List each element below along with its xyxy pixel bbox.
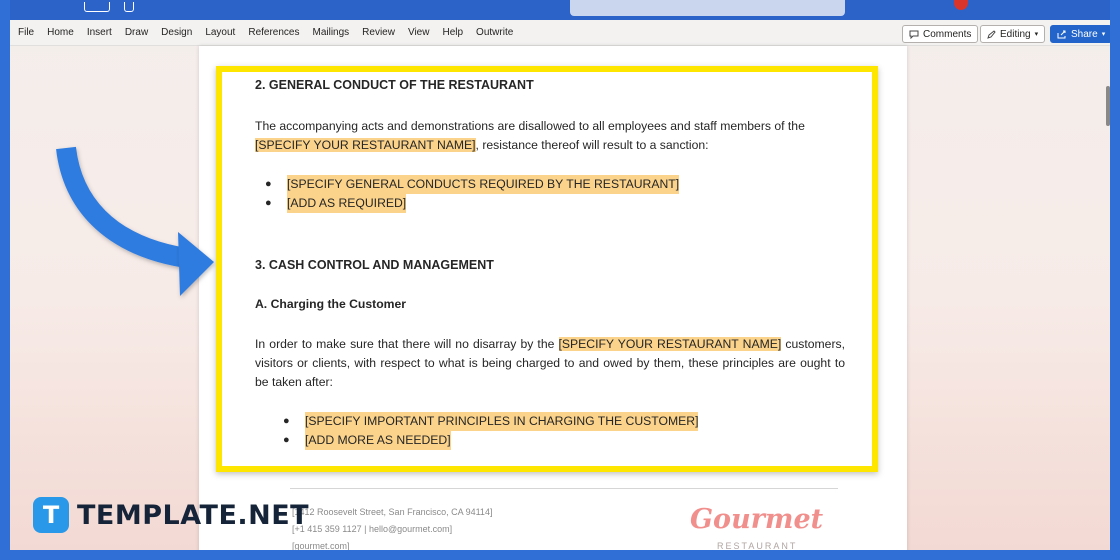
tab-mailings[interactable]: Mailings [312, 27, 350, 38]
editing-label: Editing [1000, 28, 1031, 40]
save-icon[interactable] [84, 2, 110, 12]
restaurant-name-placeholder[interactable]: [SPECIFY YOUR RESTAURANT NAME] [558, 337, 782, 351]
undo-icon[interactable] [124, 2, 134, 12]
comments-button[interactable] [902, 25, 978, 43]
tab-design[interactable]: Design [161, 27, 193, 38]
pencil-icon [987, 30, 996, 39]
tab-review[interactable]: Review [362, 27, 395, 38]
template-logo-icon: T [33, 497, 69, 533]
list-item [265, 175, 679, 194]
principles-placeholder[interactable]: [SPECIFY IMPORTANT PRINCIPLES IN CHARGING THE CUSTOMER] [305, 412, 698, 431]
vertical-scrollbar[interactable] [1106, 86, 1110, 126]
ribbon-menu-bar [10, 20, 1110, 46]
footer-website: [gourmet.com] [292, 541, 350, 550]
restaurant-name-placeholder[interactable]: [SPECIFY YOUR RESTAURANT NAME] [255, 138, 476, 152]
template-logo-text: TEMPLATE.NET [77, 499, 310, 531]
list-item [265, 194, 406, 213]
section2-paragraph [255, 117, 845, 155]
comments-label: Comments [923, 28, 972, 40]
title-bar [10, 0, 1110, 20]
list-item [283, 412, 698, 431]
conduct-placeholder[interactable]: [SPECIFY GENERAL CONDUCTS REQUIRED BY THE RESTAURANT] [287, 175, 679, 194]
tab-view[interactable]: View [407, 27, 430, 38]
bullet-icon: ● [283, 434, 290, 446]
chevron-down-icon: ▾ [1101, 31, 1106, 38]
footer-divider [290, 488, 838, 489]
comment-icon [909, 30, 919, 39]
record-icon[interactable] [954, 0, 968, 10]
section3-text-b: customers, visitors or clients, with respect to what is being charged to and owed by them, these principles are ought to be taken after: [255, 337, 845, 389]
curved-arrow-icon [46, 140, 216, 305]
section2-text-b: , resistance thereof will result to a sanction: [475, 138, 709, 152]
editing-mode-button[interactable] [980, 25, 1045, 43]
share-button[interactable] [1050, 25, 1110, 43]
ribbon-tabs [18, 27, 526, 38]
search-box[interactable] [570, 0, 845, 16]
tab-file[interactable]: File [18, 27, 35, 38]
bullet-icon: ● [265, 178, 272, 190]
bullet-icon: ● [283, 415, 290, 427]
section3-paragraph [255, 335, 845, 392]
tab-home[interactable]: Home [47, 27, 74, 38]
tab-help[interactable]: Help [442, 27, 464, 38]
share-label: Share [1071, 28, 1098, 40]
tab-insert[interactable]: Insert [86, 27, 112, 38]
footer-contact: [+1 415 359 1127 | hello@gourmet.com] [292, 524, 453, 534]
share-icon [1057, 30, 1067, 39]
subheading-charging: A. Charging the Customer [255, 297, 406, 311]
brand-logo: Gourmet [690, 504, 824, 535]
list-item [283, 431, 451, 450]
add-more-placeholder[interactable]: [ADD MORE AS NEEDED] [305, 431, 451, 450]
chevron-down-icon: ▾ [1034, 31, 1039, 38]
tab-outwrite[interactable]: Outwrite [476, 27, 514, 38]
tab-references[interactable]: References [248, 27, 300, 38]
section2-heading: 2. GENERAL CONDUCT OF THE RESTAURANT [255, 78, 534, 92]
section3-text-a: In order to make sure that there will no disarray by the [255, 337, 555, 351]
tab-layout[interactable]: Layout [205, 27, 236, 38]
section2-text-a: The accompanying acts and demonstrations are disallowed to all employees and staff members of the [255, 119, 805, 133]
bullet-icon: ● [265, 197, 272, 209]
tab-draw[interactable]: Draw [124, 27, 149, 38]
footer-address: [1412 Roosevelt Street, San Francisco, CA 94114] [292, 507, 493, 517]
add-required-placeholder[interactable]: [ADD AS REQUIRED] [287, 194, 406, 213]
section3-heading: 3. CASH CONTROL AND MANAGEMENT [255, 258, 494, 272]
brand-subtitle: RESTAURANT [717, 541, 798, 550]
template-net-logo [33, 497, 309, 533]
